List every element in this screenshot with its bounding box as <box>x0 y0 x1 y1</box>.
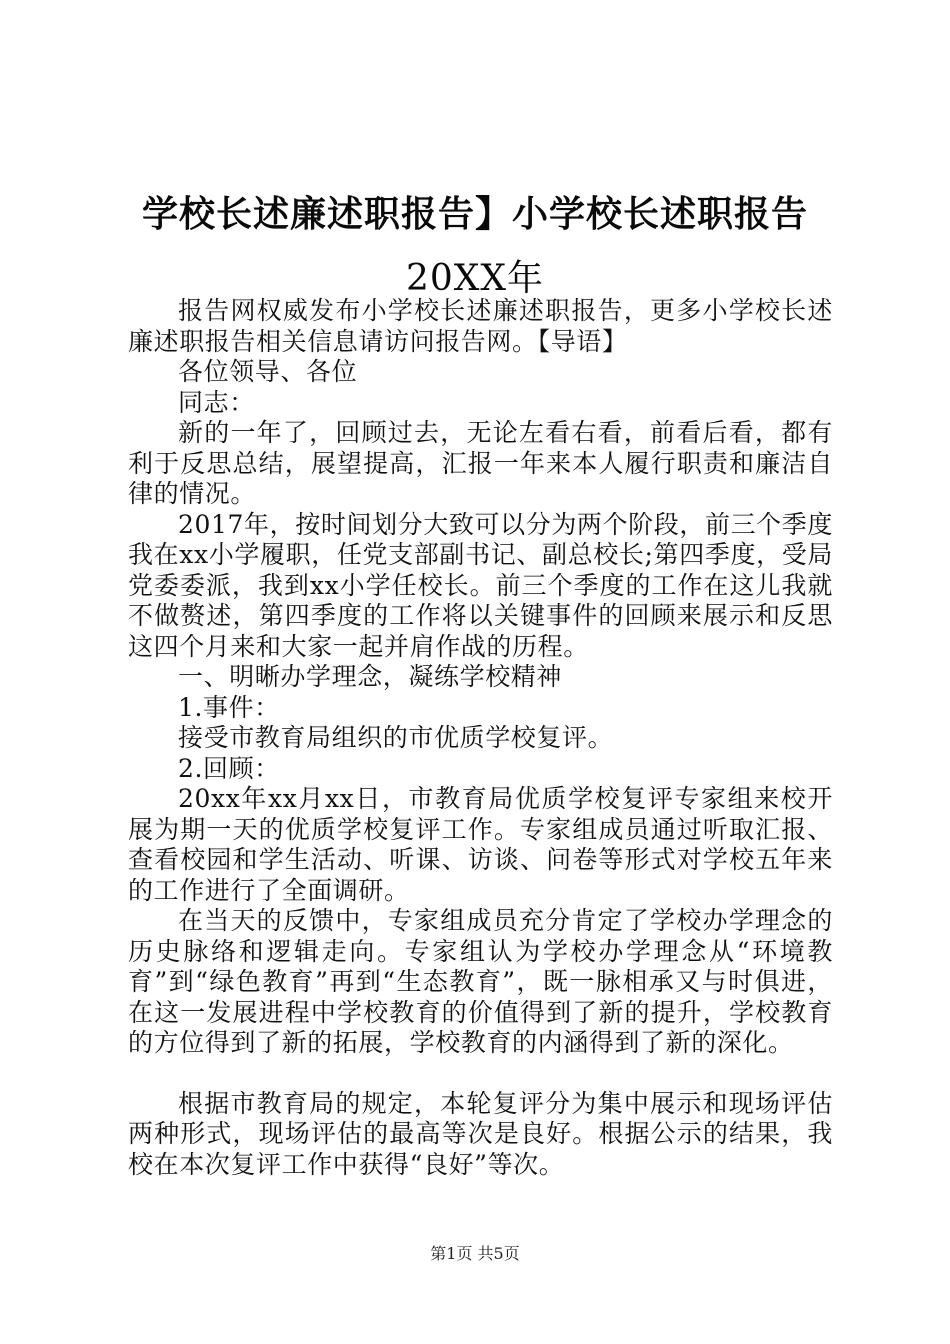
subheading-event: 1.事件： <box>178 692 280 722</box>
section-heading-1: 一、明晰办学理念，凝练学校精神 <box>178 662 563 691</box>
paragraph-review: 20xx年xx月xx日，市教育局优质学校复评专家组来校开展为期一天的优质学校复评工作。专家组成员通过听取汇报、查看校园和学生活动、听课、访谈、问卷等形式对学校五年来的工作进行了全面调研。 <box>128 784 833 905</box>
document-body <box>128 296 833 1180</box>
subheading-review: 2.回顾： <box>178 753 280 783</box>
paragraph-result: 根据市教育局的规定，本轮复评分为集中展示和现场评估两种形式，现场评估的最高等次是良好。根据公示的结果，我校在本次复评工作中获得“良好”等次。 <box>128 1088 833 1179</box>
paragraph-event: 接受市教育局组织的市优质学校复评。 <box>178 723 614 752</box>
paragraph-2017: 2017年，按时间划分大致可以分为两个阶段，前三个季度我在xx小学履职，任党支部副书记、副总校长;第四季度，受局党委委派，我到xx小学任校长。前三个季度的工作在这儿我就不做赘述，第四季度的工作将以关键事件的回顾来展示和反思这四个月来和大家一起并肩作战的历程。 <box>128 509 833 661</box>
paragraph-opening: 新的一年了，回顾过去，无论左看右看，前看后看，都有利于反思总结，展望提高，汇报一年来本人履行职责和廉洁自律的情况。 <box>128 418 833 508</box>
paragraph-salutation-2: 同志： <box>178 387 255 417</box>
paragraph-intro: 报告网权威发布小学校长述廉述职报告，更多小学校长述廉述职报告相关信息请访问报告网。【导语】 <box>128 296 833 356</box>
page-footer: 第1页 共5页 <box>430 1244 520 1263</box>
document-title-line1: 学校长述廉述职报告】小学校长述职报告 <box>141 193 808 235</box>
paragraph-feedback: 在当天的反馈中，专家组成员充分肯定了学校办学理念的历史脉络和逻辑走向。专家组认为学校办学理念从“环境教育”到“绿色教育”再到“生态教育”，既一脉相承又与时俱进，在这一发展进程中学校教育的价值得到了新的提升，学校教育的方位得到了新的拓展，学校教育的内涵得到了新的深化。 <box>128 906 833 1057</box>
paragraph-salutation-1: 各位领导、各位 <box>178 357 358 386</box>
document-title-line2: 20XX年 <box>405 258 545 299</box>
